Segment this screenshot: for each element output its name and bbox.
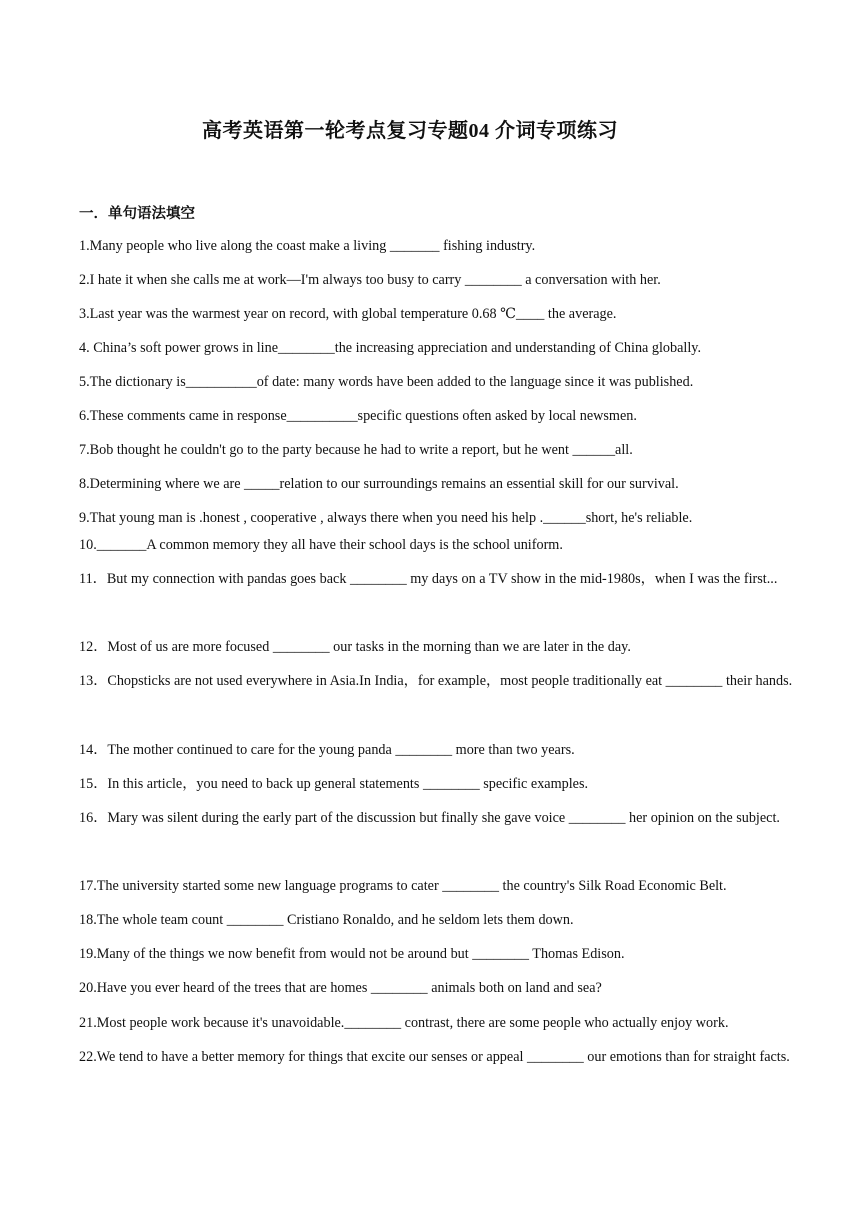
- question-21: 21.Most people work because it's unavoidable.________ contrast, there are some people who actually enjoy work.: [79, 1015, 729, 1031]
- question-8: 8.Determining where we are _____relation to our surroundings remains an essential skill for our survival.: [79, 476, 679, 492]
- question-20: 20.Have you ever heard of the trees that are homes ________ animals both on land and sea?: [79, 980, 602, 996]
- question-11: 11．But my connection with pandas goes back ________ my days on a TV show in the mid-1980s，when I was the first...: [79, 571, 778, 587]
- question-5: 5.The dictionary is__________of date: many words have been added to the language since it was published.: [79, 374, 694, 390]
- question-19: 19.Many of the things we now benefit from would not be around but ________ Thomas Edison.: [79, 946, 625, 962]
- question-13: 13．Chopsticks are not used everywhere in Asia.In India，for example，most people traditionally eat ________ their hands.: [79, 673, 793, 689]
- question-1: 1.Many people who live along the coast make a living _______ fishing industry.: [79, 238, 536, 254]
- question-2: 2.I hate it when she calls me at work—I'm always too busy to carry ________ a conversation with her.: [79, 272, 661, 288]
- question-4: 4. China’s soft power grows in line________the increasing appreciation and understanding of China globally.: [79, 340, 702, 356]
- question-10: 10._______A common memory they all have their school days is the school uniform.: [79, 537, 563, 553]
- question-7: 7.Bob thought he couldn't go to the party because he had to write a report, but he went ______all.: [79, 442, 633, 458]
- question-15: 15．In this article，you need to back up general statements ________ specific examples.: [79, 776, 589, 792]
- section-heading: 一．单句语法填空: [79, 206, 195, 222]
- question-12: 12．Most of us are more focused ________ our tasks in the morning than we are later in the day.: [79, 639, 631, 655]
- question-6: 6.These comments came in response__________specific questions often asked by local newsmen.: [79, 408, 637, 424]
- question-17: 17.The university started some new language programs to cater ________ the country's Silk Road Economic Belt.: [79, 878, 727, 894]
- question-14: 14．The mother continued to care for the young panda ________ more than two years.: [79, 742, 575, 758]
- question-22: 22.We tend to have a better memory for things that excite our senses or appeal ________ our emotions than for straight facts.: [79, 1049, 790, 1065]
- document-title: 高考英语第一轮考点复习专题04 介词专项练习: [202, 120, 618, 142]
- question-3: 3.Last year was the warmest year on record, with global temperature 0.68 ℃____ the average.: [79, 306, 617, 322]
- question-9: 9.That young man is .honest , cooperative , always there when you need his help .______short, he's reliable.: [79, 510, 693, 526]
- question-18: 18.The whole team count ________ Cristiano Ronaldo, and he seldom lets them down.: [79, 912, 574, 928]
- question-16: 16．Mary was silent during the early part of the discussion but finally she gave voice ________ her opinion on the subject.: [79, 810, 780, 826]
